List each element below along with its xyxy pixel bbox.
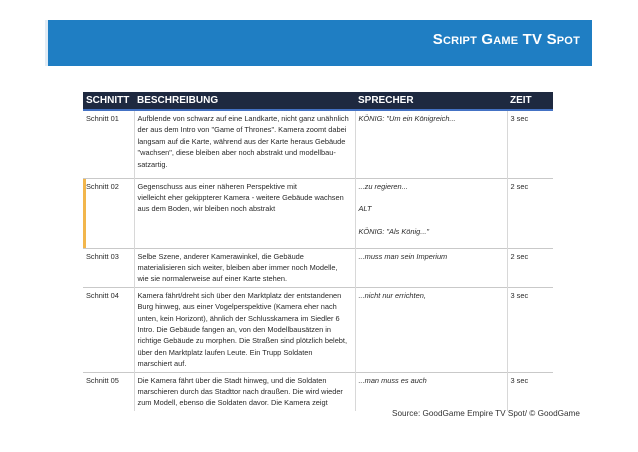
cell-beschreibung: Aufblende von schwarz auf eine Landkarte, nicht ganz unähnlich der aus dem Intro von "Game of Thrones". Kamera zoomt dabei langsam auf die Karte, während aus der Karte heraus Gebäude "wachsen", diese bleiben aber noch abstrakt und modellbau- satzartig. <box>134 110 355 178</box>
cell-sprecher: ...zu regieren... ALT KÖNIG: "Als König..." <box>355 178 507 248</box>
cell-zeit: 3 sec <box>507 372 553 411</box>
table-row <box>83 110 553 178</box>
cell-schnitt: Schnitt 01 <box>83 110 134 178</box>
table-row <box>83 248 553 287</box>
script-table-container <box>83 92 553 408</box>
script-table <box>83 92 553 411</box>
cell-schnitt: Schnitt 02 <box>83 178 134 248</box>
column-header-schnitt: SCHNITT <box>83 92 134 110</box>
cell-sprecher: ...nicht nur errichten, <box>355 287 507 372</box>
header-banner <box>45 20 592 66</box>
table-row <box>83 372 553 411</box>
cell-zeit: 2 sec <box>507 248 553 287</box>
column-header-zeit: ZEIT <box>507 92 553 110</box>
table-row <box>83 178 553 248</box>
cell-sprecher: ...man muss es auch <box>355 372 507 411</box>
table-header-row <box>83 92 553 110</box>
table-row <box>83 287 553 372</box>
cell-schnitt: Schnitt 03 <box>83 248 134 287</box>
cell-schnitt: Schnitt 04 <box>83 287 134 372</box>
cell-beschreibung: Kamera fährt/dreht sich über den Marktplatz der entstandenen Burg hinweg, aus einer Vogelperspektive (Kamera eher nach unten, kein Horizont), ähnlich der Schlusskamera im Siedler 6 Intro. Die Gebäude fangen an, von den Modellbausätzen in richtige Gebäude zu morphen. Die Straßen sind plötzlich belebt, über den Marktplatz laufen Leute. Ein Trupp Soldaten marschiert auf. <box>134 287 355 372</box>
column-header-beschreibung: BESCHREIBUNG <box>134 92 355 110</box>
cell-beschreibung: Selbe Szene, anderer Kamerawinkel, die Gebäude materialisieren sich weiter, bleiben aber immer noch Modelle, wie sie normalerweise auf einer Karte stehen. <box>134 248 355 287</box>
cell-beschreibung: Die Kamera fährt über die Stadt hinweg, und die Soldaten marschieren durch das Stadttor nach draußen. Die wird wieder zum Modell, ebenso die Soldaten davor. Die Kamera zeigt <box>134 372 355 411</box>
cell-schnitt: Schnitt 05 <box>83 372 134 411</box>
banner-accent <box>45 20 48 66</box>
cell-beschreibung: Gegenschuss aus einer näheren Perspektive mit vielleicht eher gekippterer Kamera - weitere Gebäude wachsen aus dem Boden, wir bleiben noch abstrakt <box>134 178 355 248</box>
cell-zeit: 3 sec <box>507 287 553 372</box>
column-header-sprecher: SPRECHER <box>355 92 507 110</box>
cell-zeit: 3 sec <box>507 110 553 178</box>
cell-sprecher: KÖNIG: "Um ein Königreich... <box>355 110 507 178</box>
page-title: Script Game TV Spot <box>432 31 580 48</box>
cell-zeit: 2 sec <box>507 178 553 248</box>
source-caption: Source: GoodGame Empire TV Spot/ © GoodGame <box>392 409 580 418</box>
cell-sprecher: ...muss man sein Imperium <box>355 248 507 287</box>
